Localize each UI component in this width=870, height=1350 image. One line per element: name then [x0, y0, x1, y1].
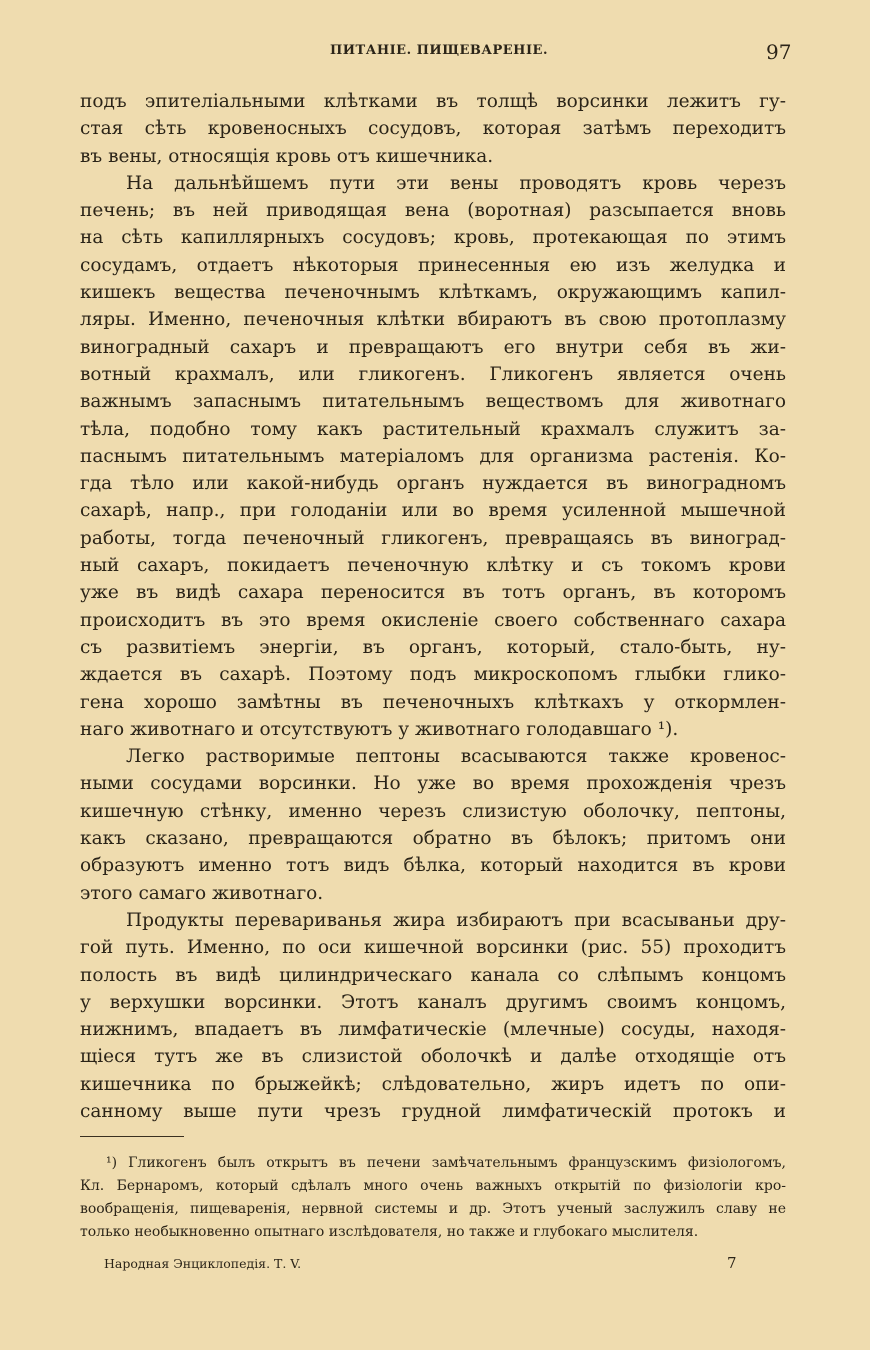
text-line: стая сѣть кровеносныхъ сосудовъ, которая затѣмъ переходитъ — [80, 118, 786, 140]
text-line: ждается въ сахарѣ. Поэтому подъ микроскопомъ глыбки глико- — [80, 664, 786, 686]
text-line: Продукты перевариванья жира избираютъ при всасываньи дру- — [126, 909, 786, 931]
body-text — [80, 88, 786, 1125]
text-line: на сѣть капиллярныхъ сосудовъ; кровь, протекающая по этимъ — [80, 227, 786, 249]
text-line: происходитъ въ это время окисленіе своего собственнаго сахара — [80, 609, 786, 631]
text-line: печень; въ ней приводящая вена (воротная) разсыпается вновь — [80, 200, 786, 222]
text-line: санному выше пути чрезъ грудной лимфатическій протокъ и — [80, 1100, 786, 1122]
text-line: у верхушки ворсинки. Этотъ каналъ другимъ своимъ концомъ, — [80, 991, 786, 1013]
text-line: ляры. Именно, печеночныя клѣтки вбираютъ въ свою протоплазму — [80, 309, 786, 331]
footnote-line: только необыкновенно опытнаго изслѣдователя, но также и глубокаго мыслителя. — [80, 1224, 699, 1240]
text-line: сахарѣ, напр., при голоданіи или во время усиленной мышечной — [80, 500, 786, 522]
text-line: какъ сказано, превращаются обратно въ бѣлокъ; притомъ они — [80, 828, 786, 850]
text-line: съ развитіемъ энергіи, въ органъ, который, стало-быть, ну- — [80, 636, 786, 658]
text-line: образуютъ именно тотъ видъ бѣлка, который находится въ крови — [80, 855, 786, 877]
running-title: ПИТАНІЕ. ПИЩЕВАРЕНІЕ. — [330, 43, 548, 58]
text-line: гда тѣло или какой-нибудь органъ нуждается въ виноградномъ — [80, 473, 786, 495]
footnote-line: Кл. Бернаромъ, который сдѣлалъ много очень важныхъ открытій по физіологіи кро- — [80, 1178, 786, 1194]
text-line: ными сосудами ворсинки. Но уже во время прохожденія чрезъ — [80, 773, 786, 795]
text-line: полость въ видѣ цилиндрическаго канала со слѣпымъ концомъ — [80, 964, 786, 986]
footnote-line: вообращенія, пищеваренія, нервной системы и др. Этотъ ученый заслужилъ славу не — [80, 1201, 786, 1217]
text-line: подъ эпителіальными клѣтками въ толщѣ ворсинки лежитъ гу- — [80, 91, 786, 112]
signature-mark: 7 — [727, 1254, 737, 1272]
text-line: Легко растворимые пептоны всасываются также кровенос- — [126, 746, 786, 768]
text-line: гой путь. Именно, по оси кишечной ворсинки (рис. 55) проходитъ — [80, 937, 786, 959]
text-line: этого самаго животнаго. — [80, 882, 324, 904]
text-line: виноградный сахаръ и превращаютъ его внутри себя въ жи- — [80, 336, 786, 358]
text-line: тѣла, подобно тому какъ растительный крахмалъ служитъ за- — [80, 418, 786, 440]
text-line: уже въ видѣ сахара переносится въ тотъ органъ, въ которомъ — [80, 582, 786, 604]
text-line: кишекъ вещества печеночнымъ клѣткамъ, окружающимъ капил- — [80, 282, 786, 304]
footnote-line: ¹) Гликогенъ былъ открытъ въ печени замѣчательнымъ французскимъ физіологомъ, — [106, 1155, 786, 1171]
text-line: гена хорошо замѣтны въ печеночныхъ клѣткахъ у откормлен- — [80, 691, 786, 713]
text-line: наго животнаго и отсутствуютъ у животнаго голодавшаго ¹). — [80, 718, 679, 740]
footnote-divider — [80, 1136, 184, 1137]
page-footer — [0, 1254, 870, 1278]
text-line: На дальнѣйшемъ пути эти вены проводятъ кровь черезъ — [126, 172, 786, 194]
page-number: 97 — [766, 40, 792, 64]
text-line: паснымъ питательнымъ матеріаломъ для организма растенія. Ко- — [80, 445, 786, 467]
text-line: работы, тогда печеночный гликогенъ, превращаясь въ виноград- — [80, 527, 786, 549]
text-line: важнымъ запаснымъ питательнымъ веществомъ для животнаго — [80, 391, 786, 413]
running-head — [0, 40, 870, 66]
text-line: вотный крахмалъ, или гликогенъ. Гликогенъ является очень — [80, 363, 786, 385]
text-line: кишечника по брыжейкѣ; слѣдовательно, жиръ идетъ по опи- — [80, 1073, 786, 1095]
text-line: ный сахаръ, покидаетъ печеночную клѣтку и съ токомъ крови — [80, 555, 786, 577]
text-line: сосудамъ, отдаетъ нѣкоторыя принесенныя ею изъ желудка и — [80, 254, 786, 276]
text-line: нижнимъ, впадаетъ въ лимфатическіе (млечные) сосуды, находя- — [80, 1019, 786, 1041]
footnote — [80, 1152, 786, 1244]
text-line: щіеся тутъ же въ слизистой оболочкѣ и далѣе отходящіе отъ — [80, 1046, 786, 1068]
book-signature: Народная Энциклопедія. Т. V. — [104, 1256, 302, 1271]
text-line: кишечную стѣнку, именно черезъ слизистую оболочку, пептоны, — [80, 800, 786, 822]
text-line: въ вены, относящія кровь отъ кишечника. — [80, 145, 494, 167]
